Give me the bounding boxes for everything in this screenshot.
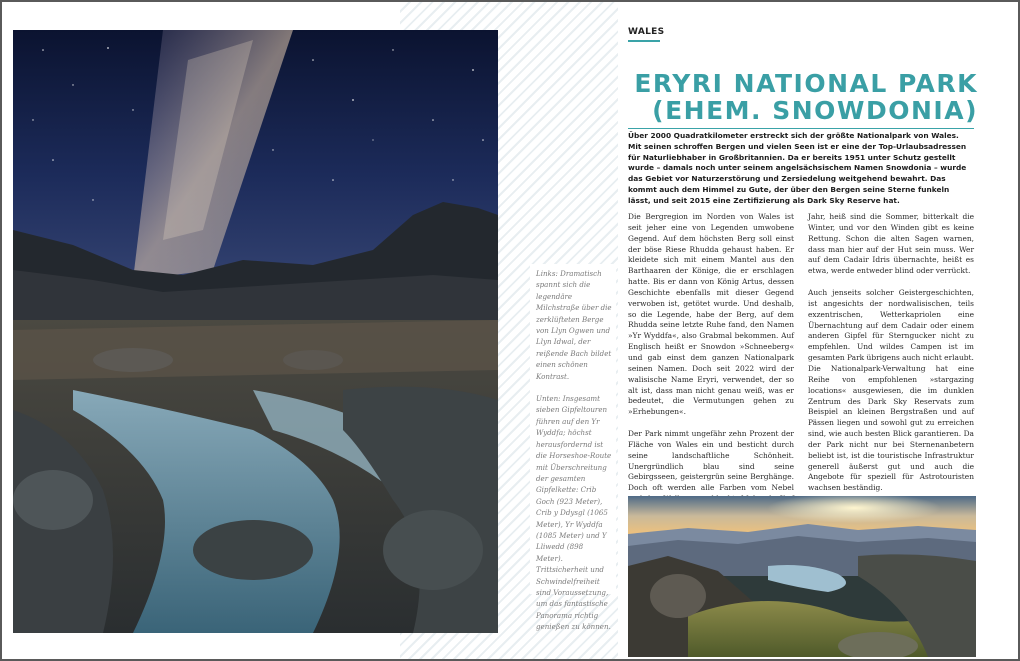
milky-way-waterfall-photo [13,30,498,633]
caption-box [530,264,616,632]
title-rule [628,128,974,129]
body-paragraph: Der Park nimmt ungefähr zehn Prozent der Fläche von Wales ein und besticht durch seine landschaftliche Schönheit. Unergründlich blau sind seine Gebirgsseen, geistergrün seine Berghänge. Doch oft werden alle Farben vom Nebel [628,429,794,493]
page-title [634,70,978,124]
body-column-1 [628,212,794,527]
body-paragraph: Jahr, heiß sind die Sommer, bitterkalt die Winter, und vor den Winden gibt es keine Rettung. Schon die alten Sagen warnen, dass man hier auf der Hut sein muss. Wer auf dem Cadair Idris übernachte, heißt es etwa, werde entweder blind oder verrückt. [808,212,974,276]
body-paragraph: Auch jenseits solcher Geistergeschichten, ist angesichts der nordwalisischen, teils exzentrischen, Wetterkapriolen eine Übernachtung auf dem Cadair oder einem anderen Gipfel für Sterngucker nicht zu empfehlen. Und wildes Campen ist im gesamten Park übrigens auch nicht erlaubt. [808,288,974,363]
lead-paragraph: Über 2000 Quadratkilometer erstreckt sich der größte Nationalpark von Wales. Mit seinen schroffen Bergen und vielen Seen ist er eine der Top-Urlaubsadressen für Naturliebhaber in Großbritannien. Da er bereits 1951 unter Schutz gestellt wurde – damals noch unter seinem angelsächsischem Namen Snowdonia – wurde das Gebiet vor Naturzerstörung und Zersiedelung weitgehend bewahrt. Das kommt auch dem Himmel zu Gute, der über den Bergen seine Sterne funkeln lässt, und seit 2015 eine Zertifizierung als Dark Sky Reserve hat. [628,131,967,205]
caption-left: Links: Dramatisch spannt sich die legendäre Milchstraße über die zerklüfteten Berge von Llyn Ogwen und Llyn Idwal, der reißende Bach bildet einen schönen Kontrast. [536,269,612,381]
body-paragraph: Die Bergregion im Norden von Wales ist seit jeher eine von Legenden umwobene Gegend. Auf dem höchsten Berg soll einst der böse Riese Rhudda gehaust haben. Er kleidete sich mit einem Mantel aus den Barthaaren der Könige, die er erschlagen hatte. Bis er dann von König Artus, dessen Geschichte ebenfalls mit dieser Gegend verwoben ist, getötet wurde. Und deshalb, so die Legende, habe der Berg, auf dem Rhudda seine letzte Ruhe fand, den Namen »Yr Wyddfa«, also Grabmal bekommen. Auf Englisch heißt er Snowdon »Schneeberg« und gab einst dem ganzen Nationalpark seinen Namen. Doch seit 2022 wird der walisische Name Eryri, verwendet, der so alt ist, dass man nicht genau weiß, was er bedeutet, die Vermutungen gehen zu »Erhebungen«. [628,212,794,417]
body-paragraph: Die Nationalpark-Verwaltung hat eine Reihe von empfohlenen »stargazing locations« ausgewiesen, die im dunklen Zentrum des Dark Sky Reservats zum Beispiel an kleinen Bergstraßen und auf Pässen liegen und sowohl gut zu erreichen sind, wie auch besten Blick garantieren. Da der Park nicht nur bei Sternenanbetern beliebt ist, ist die touristische Infrastruktur generell äußerst gut und auch die Angebote für speziell für Astrotouristen wachsen beständig. [808,363,974,493]
body-column-2 [808,212,974,505]
caption-bottom: Unten: Insgesamt sieben Gipfeltouren führen auf den Yr Wyddfa; höchst herausfordernd ist die Horseshoe-Route mit Überschreitung der gesamten Gipfelkette: Crib Goch (923 Meter), Crib y Ddysgl (1065 Meter), Yr Wyddfa (1085 Meter) und Y Lliwedd (898 Meter). Trittsicherheit und Schwindelfreiheit sind Voraussetzung, um das fantastische Panorama richtig genießen zu können. [536,394,612,632]
title-line-1: ERYRI NATIONAL PARK [634,69,978,98]
photo-illustration [628,496,976,657]
title-line-2: (EHEM. SNOWDONIA) [652,96,978,125]
section-rule [628,40,660,42]
sunset-mountain-photo [628,496,976,657]
photo-illustration [13,30,498,633]
section-label: WALES [628,27,665,37]
